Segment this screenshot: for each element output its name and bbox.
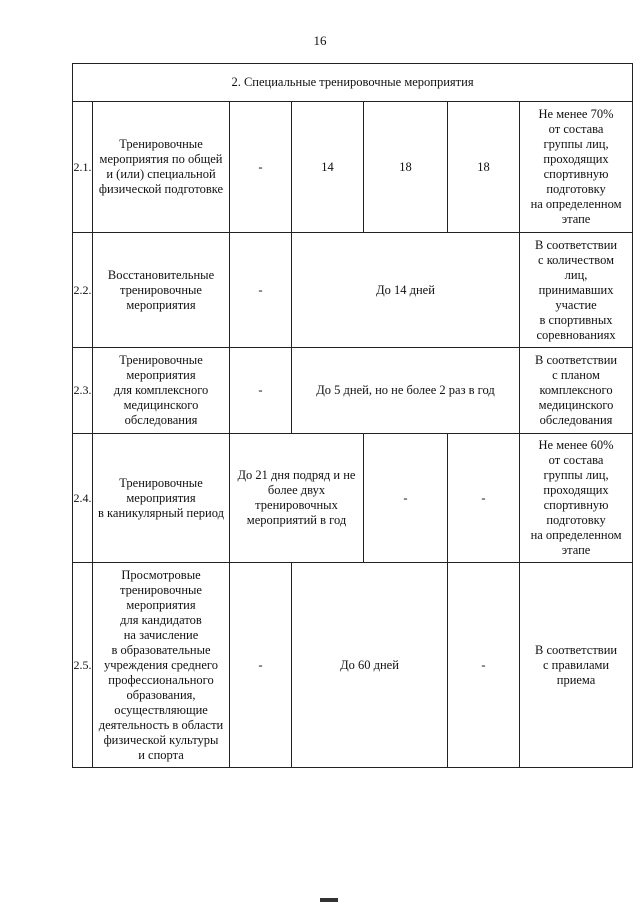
section-header-row: [73, 64, 633, 102]
cell-value: 14: [292, 102, 364, 233]
cell-value: -: [448, 563, 520, 768]
merged-duration: До 21 дня подряд и не более двух тренировочных мероприятий в год: [230, 434, 364, 563]
table-row: [73, 563, 633, 768]
merged-duration: До 5 дней, но не более 2 раз в год: [292, 348, 520, 434]
event-note: Не менее 70% от состава группы лиц, проходящих спортивную подготовку на определенном этапе: [520, 102, 633, 233]
table-row: [73, 102, 633, 233]
event-name: Тренировочные мероприятия по общей и (или) специальной физической подготовке: [93, 102, 230, 233]
cell-value: -: [230, 102, 292, 233]
cell-value: 18: [364, 102, 448, 233]
page-number: 16: [313, 33, 327, 48]
row-number: 2.3.: [73, 348, 93, 434]
section-title: 2. Специальные тренировочные мероприятия: [73, 64, 633, 102]
cell-value: -: [364, 434, 448, 563]
training-events-table: [72, 63, 633, 768]
event-note: В соответствии с планом комплексного медицинского обследования: [520, 348, 633, 434]
table-row: [73, 434, 633, 563]
event-name: Тренировочные мероприятия в каникулярный период: [93, 434, 230, 563]
merged-duration: До 60 дней: [292, 563, 448, 768]
event-note: В соответствии с количеством лиц, принимавших участие в спортивных соревнованиях: [520, 233, 633, 348]
row-number: 2.5.: [73, 563, 93, 768]
row-number: 2.2.: [73, 233, 93, 348]
event-note: В соответствии с правилами приема: [520, 563, 633, 768]
scan-mark: [320, 898, 338, 902]
cell-value: -: [230, 348, 292, 434]
row-number: 2.1.: [73, 102, 93, 233]
row-number: 2.4.: [73, 434, 93, 563]
merged-duration: До 14 дней: [292, 233, 520, 348]
cell-value: -: [230, 563, 292, 768]
event-name: Восстановительные тренировочные мероприятия: [93, 233, 230, 348]
table-row: [73, 233, 633, 348]
event-name: Тренировочные мероприятия для комплексного медицинского обследования: [93, 348, 230, 434]
event-note: Не менее 60% от состава группы лиц, проходящих спортивную подготовку на определенном этапе: [520, 434, 633, 563]
cell-value: 18: [448, 102, 520, 233]
event-name: Просмотровые тренировочные мероприятия для кандидатов на зачисление в образовательные учреждения среднего профессионального образования, осуществляющие деятельность в области физической культуры и спорта: [93, 563, 230, 768]
table-row: [73, 348, 633, 434]
cell-value: -: [230, 233, 292, 348]
cell-value: -: [448, 434, 520, 563]
